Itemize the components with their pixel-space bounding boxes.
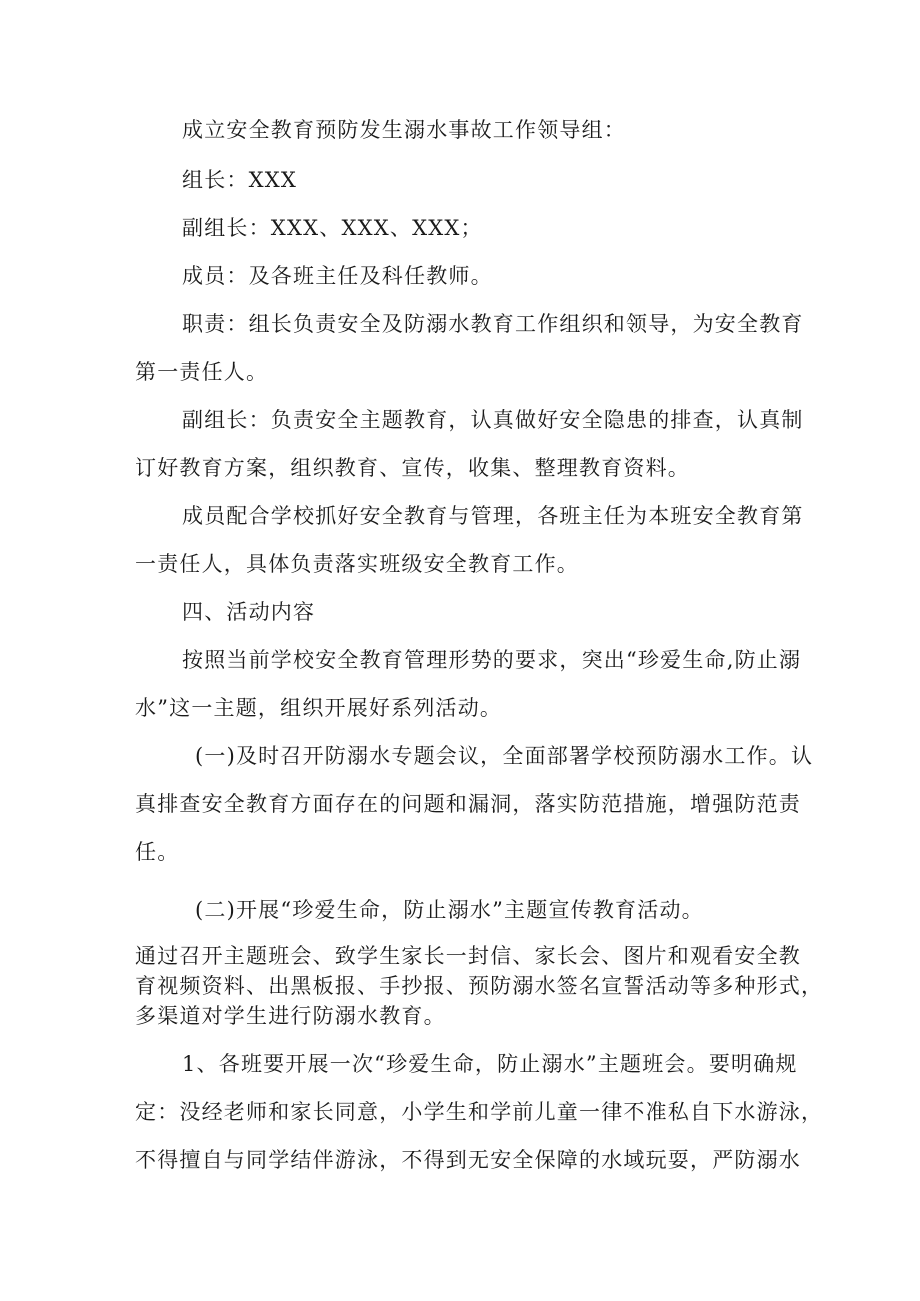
paragraph-line: 成员配合学校抓好安全教育与管理，各班主任为本班安全教育第: [182, 504, 804, 528]
paragraph-line: 副组长：XXX、XXX、XXX；: [182, 216, 483, 240]
paragraph-line: (一)及时召开防溺水专题会议，全面部署学校预防溺水工作。认: [195, 744, 814, 768]
paragraph-line: 按照当前学校安全教育管理形势的要求，突出“珍爱生命,防止溺: [182, 648, 802, 672]
paragraph-line: 多渠道对学生进行防溺水教育。: [135, 1004, 446, 1028]
paragraph-line: 通过召开主题班会、致学生家长一封信、家长会、图片和观看安全教: [135, 944, 801, 968]
paragraph-line: 定：没经老师和家长同意，小学生和学前儿童一律不准私自下水游泳，: [135, 1100, 824, 1124]
paragraph-line: 成员：及各班主任及科任教师。: [182, 264, 493, 288]
paragraph-line: 1、各班要开展一次“珍爱生命，防止溺水”主题班会。要明确规: [182, 1052, 798, 1076]
section-heading: 四、活动内容: [182, 600, 316, 624]
paragraph-line: 不得擅自与同学结伴游泳，不得到无安全保障的水域玩耍，严防溺水: [135, 1148, 801, 1172]
paragraph-line: 成立安全教育预防发生溺水事故工作领导组：: [182, 118, 626, 142]
paragraph-line: (二)开展“珍爱生命，防止溺水”主题宣传教育活动。: [195, 898, 704, 922]
paragraph-line: 副组长：负责安全主题教育，认真做好安全隐患的排查，认真制: [182, 408, 804, 432]
paragraph-line: 组长：XXX: [182, 168, 298, 192]
paragraph-line: 真排查安全教育方面存在的问题和漏洞，落实防范措施，增强防范责: [135, 792, 801, 816]
paragraph-line: 育视频资料、出黑板报、手抄报、预防溺水签名宣誓活动等多种形式，: [135, 974, 824, 998]
paragraph-line: 第一责任人。: [135, 360, 269, 384]
paragraph-line: 职责：组长负责安全及防溺水教育工作组织和领导，为安全教育: [182, 312, 804, 336]
paragraph-line: 订好教育方案，组织教育、宣传，收集、整理教育资料。: [135, 456, 690, 480]
paragraph-line: 水”这一主题，组织开展好系列活动。: [135, 696, 503, 720]
paragraph-line: 任。: [135, 840, 180, 864]
paragraph-line: 一责任人，具体负责落实班级安全教育工作。: [135, 552, 579, 576]
